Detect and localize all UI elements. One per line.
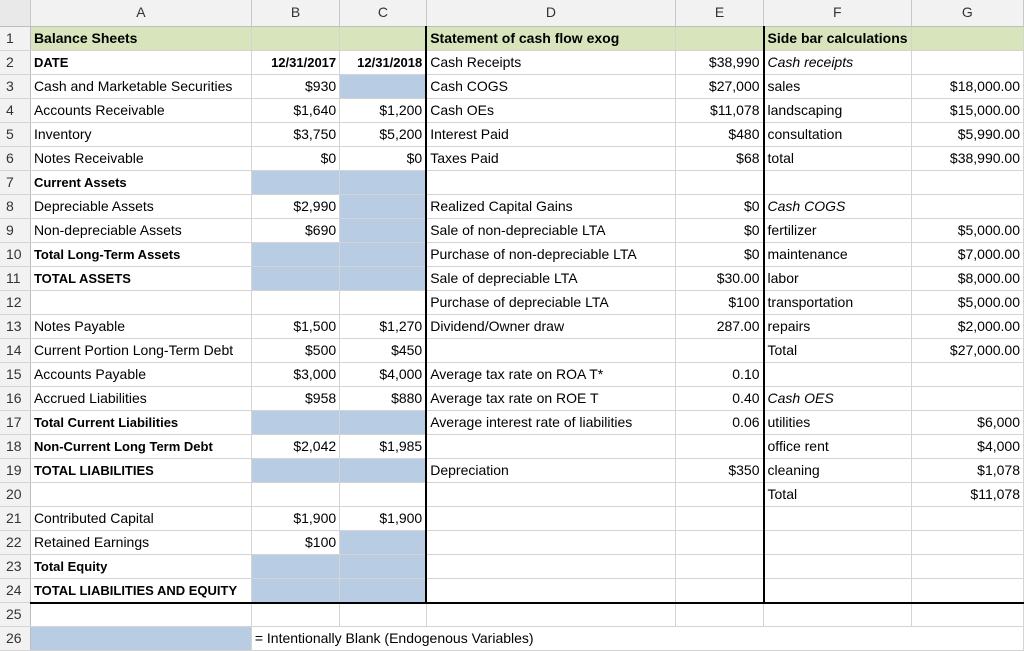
- spreadsheet-row: [0, 314, 1024, 338]
- cell-f[interactable]: fertilizer: [764, 218, 912, 242]
- cell-f[interactable]: Cash COGS: [764, 194, 912, 218]
- spreadsheet-row: [0, 170, 1024, 194]
- spreadsheet-row: [0, 98, 1024, 122]
- cell-c[interactable]: $5,200: [340, 122, 427, 146]
- spreadsheet-row: [0, 74, 1024, 98]
- column-header-d[interactable]: D: [426, 0, 675, 26]
- cell-d[interactable]: [426, 338, 675, 362]
- cell-f[interactable]: Side bar calculations: [764, 26, 912, 50]
- cell-a[interactable]: [30, 627, 251, 651]
- cell-g[interactable]: [911, 603, 1023, 627]
- cell-d[interactable]: Cash Receipts: [426, 50, 675, 74]
- row-header[interactable]: 19: [0, 458, 30, 482]
- cell-g[interactable]: $1,078: [911, 458, 1023, 482]
- cell-e[interactable]: [676, 26, 764, 50]
- spreadsheet-row: [0, 290, 1024, 314]
- cell-f[interactable]: consultation: [764, 122, 912, 146]
- cell-d[interactable]: [426, 554, 675, 578]
- spreadsheet-row: [0, 410, 1024, 434]
- row-header[interactable]: 4: [0, 98, 30, 122]
- cell-a[interactable]: DATE: [30, 50, 251, 74]
- cell-d[interactable]: Depreciation: [426, 458, 675, 482]
- cell-a[interactable]: [30, 482, 251, 506]
- cell-a[interactable]: Notes Payable: [30, 314, 251, 338]
- cell-f[interactable]: sales: [764, 74, 912, 98]
- row-header[interactable]: 8: [0, 194, 30, 218]
- column-header-g[interactable]: G: [911, 0, 1023, 26]
- cell-f[interactable]: [764, 554, 912, 578]
- cell-g[interactable]: $5,000.00: [911, 290, 1023, 314]
- row-header[interactable]: 24: [0, 578, 30, 603]
- cell-f[interactable]: transportation: [764, 290, 912, 314]
- spreadsheet-row: [0, 50, 1024, 74]
- cell-d[interactable]: Average interest rate of liabilities: [426, 410, 675, 434]
- spreadsheet-row: [0, 194, 1024, 218]
- cell-e[interactable]: 0.10: [676, 362, 764, 386]
- cell-b[interactable]: [251, 578, 339, 603]
- cell-a[interactable]: Current Portion Long-Term Debt: [30, 338, 251, 362]
- cell-d[interactable]: Interest Paid: [426, 122, 675, 146]
- cell-f[interactable]: total: [764, 146, 912, 170]
- cell-d[interactable]: [426, 578, 675, 603]
- cell-e[interactable]: $38,990: [676, 50, 764, 74]
- cell-b[interactable]: $3,750: [251, 122, 339, 146]
- cell-b[interactable]: [251, 170, 339, 194]
- cell-a[interactable]: Accounts Payable: [30, 362, 251, 386]
- cell-b[interactable]: [251, 242, 339, 266]
- cell-e[interactable]: $0: [676, 218, 764, 242]
- cell-c[interactable]: $1,200: [340, 98, 427, 122]
- cell-d[interactable]: Average tax rate on ROA T*: [426, 362, 675, 386]
- cell-b[interactable]: [251, 554, 339, 578]
- cell-f[interactable]: [764, 530, 912, 554]
- cell-c[interactable]: [340, 194, 427, 218]
- spreadsheet-row: [0, 530, 1024, 554]
- cell-d[interactable]: Cash COGS: [426, 74, 675, 98]
- row-header[interactable]: 22: [0, 530, 30, 554]
- cell-b[interactable]: $958: [251, 386, 339, 410]
- row-header[interactable]: 3: [0, 74, 30, 98]
- cell-c[interactable]: [340, 218, 427, 242]
- spreadsheet-row: [0, 218, 1024, 242]
- cell-g[interactable]: $8,000.00: [911, 266, 1023, 290]
- cell-d[interactable]: [426, 434, 675, 458]
- cell-b[interactable]: [251, 290, 339, 314]
- cell-a[interactable]: Total Long-Term Assets: [30, 242, 251, 266]
- cell-b[interactable]: $3,000: [251, 362, 339, 386]
- row-header[interactable]: 21: [0, 506, 30, 530]
- cell-c[interactable]: [340, 26, 427, 50]
- row-header[interactable]: 16: [0, 386, 30, 410]
- cell-e[interactable]: $0: [676, 242, 764, 266]
- cell-d[interactable]: [426, 530, 675, 554]
- cell-b[interactable]: $1,500: [251, 314, 339, 338]
- cell-g[interactable]: [911, 26, 1023, 50]
- cell-b[interactable]: $930: [251, 74, 339, 98]
- cell-b[interactable]: 12/31/2017: [251, 50, 339, 74]
- cell-c[interactable]: $4,000: [340, 362, 427, 386]
- cell-e[interactable]: [676, 506, 764, 530]
- legend-note[interactable]: = Intentionally Blank (Endogenous Variables): [251, 627, 1023, 651]
- row-header[interactable]: 11: [0, 266, 30, 290]
- cell-e[interactable]: [676, 554, 764, 578]
- cell-b[interactable]: [251, 26, 339, 50]
- spreadsheet-row: [0, 242, 1024, 266]
- cell-c[interactable]: 12/31/2018: [340, 50, 427, 74]
- cell-c[interactable]: [340, 530, 427, 554]
- row-header[interactable]: 17: [0, 410, 30, 434]
- cell-e[interactable]: $27,000: [676, 74, 764, 98]
- cell-c[interactable]: $1,270: [340, 314, 427, 338]
- cell-c[interactable]: [340, 170, 427, 194]
- cell-a[interactable]: Cash and Marketable Securities: [30, 74, 251, 98]
- spreadsheet-row: [0, 266, 1024, 290]
- row-header[interactable]: 25: [0, 603, 30, 627]
- cell-f[interactable]: Cash OES: [764, 386, 912, 410]
- cell-f[interactable]: [764, 603, 912, 627]
- column-header-a[interactable]: A: [30, 0, 251, 26]
- cell-f[interactable]: [764, 362, 912, 386]
- select-all-corner[interactable]: [0, 0, 30, 26]
- cell-d[interactable]: Average tax rate on ROE T: [426, 386, 675, 410]
- cell-g[interactable]: [911, 386, 1023, 410]
- cell-d[interactable]: Purchase of non-depreciable LTA: [426, 242, 675, 266]
- cell-a[interactable]: TOTAL LIABILITIES AND EQUITY: [30, 578, 251, 603]
- cell-g[interactable]: $5,990.00: [911, 122, 1023, 146]
- cell-a[interactable]: Total Current Liabilities: [30, 410, 251, 434]
- cell-a[interactable]: Balance Sheets: [30, 26, 251, 50]
- cell-g[interactable]: $27,000.00: [911, 338, 1023, 362]
- cell-e[interactable]: $350: [676, 458, 764, 482]
- cell-c[interactable]: [340, 482, 427, 506]
- spreadsheet-row: [0, 506, 1024, 530]
- cell-e[interactable]: 0.40: [676, 386, 764, 410]
- cell-a[interactable]: Accrued Liabilities: [30, 386, 251, 410]
- spreadsheet-row: [0, 26, 1024, 50]
- cell-f[interactable]: [764, 170, 912, 194]
- cell-b[interactable]: $0: [251, 146, 339, 170]
- cell-d[interactable]: Statement of cash flow exog: [426, 26, 675, 50]
- row-header[interactable]: 2: [0, 50, 30, 74]
- cell-d[interactable]: [426, 482, 675, 506]
- cell-e[interactable]: [676, 482, 764, 506]
- cell-b[interactable]: [251, 458, 339, 482]
- column-header-f[interactable]: F: [764, 0, 912, 26]
- cell-e[interactable]: [676, 578, 764, 603]
- cell-d[interactable]: Dividend/Owner draw: [426, 314, 675, 338]
- cell-a[interactable]: Accounts Receivable: [30, 98, 251, 122]
- cell-g[interactable]: $6,000: [911, 410, 1023, 434]
- cell-e[interactable]: [676, 530, 764, 554]
- spreadsheet-row: [0, 578, 1024, 603]
- row-header[interactable]: 7: [0, 170, 30, 194]
- cell-e[interactable]: $100: [676, 290, 764, 314]
- cell-f[interactable]: Total: [764, 482, 912, 506]
- cell-f[interactable]: landscaping: [764, 98, 912, 122]
- cell-c[interactable]: [340, 554, 427, 578]
- cell-e[interactable]: 0.06: [676, 410, 764, 434]
- row-header[interactable]: 12: [0, 290, 30, 314]
- column-header-c[interactable]: C: [340, 0, 427, 26]
- cell-f[interactable]: [764, 578, 912, 603]
- cell-c[interactable]: $880: [340, 386, 427, 410]
- cell-d[interactable]: Sale of depreciable LTA: [426, 266, 675, 290]
- cell-d[interactable]: [426, 170, 675, 194]
- row-header[interactable]: 6: [0, 146, 30, 170]
- row-header[interactable]: 23: [0, 554, 30, 578]
- row-header[interactable]: 20: [0, 482, 30, 506]
- spreadsheet-row: [0, 146, 1024, 170]
- row-header[interactable]: 1: [0, 26, 30, 50]
- cell-a[interactable]: Non-depreciable Assets: [30, 218, 251, 242]
- cell-c[interactable]: [340, 266, 427, 290]
- cell-d[interactable]: Realized Capital Gains: [426, 194, 675, 218]
- cell-f[interactable]: utilities: [764, 410, 912, 434]
- cell-g[interactable]: $2,000.00: [911, 314, 1023, 338]
- cell-b[interactable]: $100: [251, 530, 339, 554]
- cell-b[interactable]: [251, 482, 339, 506]
- cell-g[interactable]: [911, 194, 1023, 218]
- cell-b[interactable]: $1,640: [251, 98, 339, 122]
- cell-a[interactable]: Total Equity: [30, 554, 251, 578]
- cell-g[interactable]: $38,990.00: [911, 146, 1023, 170]
- spreadsheet-row: [0, 458, 1024, 482]
- cell-b[interactable]: $2,990: [251, 194, 339, 218]
- cell-a[interactable]: Contributed Capital: [30, 506, 251, 530]
- cell-d[interactable]: Taxes Paid: [426, 146, 675, 170]
- cell-f[interactable]: labor: [764, 266, 912, 290]
- cell-c[interactable]: [340, 290, 427, 314]
- cell-b[interactable]: $500: [251, 338, 339, 362]
- cell-c[interactable]: [340, 242, 427, 266]
- cell-e[interactable]: [676, 434, 764, 458]
- cell-c[interactable]: $1,985: [340, 434, 427, 458]
- cell-g[interactable]: $15,000.00: [911, 98, 1023, 122]
- cell-f[interactable]: Total: [764, 338, 912, 362]
- cell-d[interactable]: [426, 603, 675, 627]
- cell-b[interactable]: [251, 603, 339, 627]
- cell-g[interactable]: $18,000.00: [911, 74, 1023, 98]
- row-header[interactable]: 9: [0, 218, 30, 242]
- cell-d[interactable]: Cash OEs: [426, 98, 675, 122]
- cell-f[interactable]: office rent: [764, 434, 912, 458]
- cell-f[interactable]: Cash receipts: [764, 50, 912, 74]
- cell-e[interactable]: [676, 603, 764, 627]
- cell-g[interactable]: $11,078: [911, 482, 1023, 506]
- row-header[interactable]: 14: [0, 338, 30, 362]
- cell-g[interactable]: [911, 170, 1023, 194]
- cell-f[interactable]: maintenance: [764, 242, 912, 266]
- cell-b[interactable]: [251, 266, 339, 290]
- cell-d[interactable]: Sale of non-depreciable LTA: [426, 218, 675, 242]
- spreadsheet-row: [0, 338, 1024, 362]
- cell-c[interactable]: [340, 74, 427, 98]
- spreadsheet-row: [0, 603, 1024, 627]
- cell-a[interactable]: [30, 290, 251, 314]
- cell-c[interactable]: $450: [340, 338, 427, 362]
- row-header[interactable]: 18: [0, 434, 30, 458]
- cell-c[interactable]: $0: [340, 146, 427, 170]
- cell-e[interactable]: $11,078: [676, 98, 764, 122]
- cell-e[interactable]: [676, 338, 764, 362]
- cell-b[interactable]: $1,900: [251, 506, 339, 530]
- cell-g[interactable]: [911, 530, 1023, 554]
- spreadsheet-row: [0, 362, 1024, 386]
- cell-c[interactable]: [340, 410, 427, 434]
- column-header-row: [0, 0, 1024, 26]
- cell-c[interactable]: [340, 603, 427, 627]
- row-header[interactable]: 13: [0, 314, 30, 338]
- row-header[interactable]: 15: [0, 362, 30, 386]
- row-header[interactable]: 10: [0, 242, 30, 266]
- cell-g[interactable]: [911, 50, 1023, 74]
- cell-c[interactable]: [340, 578, 427, 603]
- cell-g[interactable]: [911, 554, 1023, 578]
- spreadsheet-row: [0, 122, 1024, 146]
- cell-e[interactable]: 287.00: [676, 314, 764, 338]
- cell-g[interactable]: [911, 578, 1023, 603]
- cell-e[interactable]: $0: [676, 194, 764, 218]
- cell-d[interactable]: Purchase of depreciable LTA: [426, 290, 675, 314]
- cell-a[interactable]: Depreciable Assets: [30, 194, 251, 218]
- row-header[interactable]: 26: [0, 627, 30, 651]
- cell-g[interactable]: $5,000.00: [911, 218, 1023, 242]
- cell-e[interactable]: [676, 170, 764, 194]
- spreadsheet-row: [0, 434, 1024, 458]
- column-header-b[interactable]: B: [251, 0, 339, 26]
- cell-e[interactable]: $68: [676, 146, 764, 170]
- spreadsheet-row: [0, 554, 1024, 578]
- row-header[interactable]: 5: [0, 122, 30, 146]
- cell-g[interactable]: [911, 362, 1023, 386]
- cell-e[interactable]: $30.00: [676, 266, 764, 290]
- spreadsheet-row: [0, 482, 1024, 506]
- cell-a[interactable]: Inventory: [30, 122, 251, 146]
- cell-a[interactable]: Retained Earnings: [30, 530, 251, 554]
- cell-c[interactable]: [340, 458, 427, 482]
- column-header-e[interactable]: E: [676, 0, 764, 26]
- cell-g[interactable]: [911, 506, 1023, 530]
- cell-f[interactable]: repairs: [764, 314, 912, 338]
- cell-g[interactable]: $4,000: [911, 434, 1023, 458]
- spreadsheet-row: [0, 386, 1024, 410]
- cell-a[interactable]: Current Assets: [30, 170, 251, 194]
- cell-a[interactable]: [30, 603, 251, 627]
- cell-a[interactable]: TOTAL ASSETS: [30, 266, 251, 290]
- cell-e[interactable]: $480: [676, 122, 764, 146]
- cell-f[interactable]: cleaning: [764, 458, 912, 482]
- cell-a[interactable]: TOTAL LIABILITIES: [30, 458, 251, 482]
- cell-b[interactable]: $690: [251, 218, 339, 242]
- cell-c[interactable]: $1,900: [340, 506, 427, 530]
- cell-b[interactable]: $2,042: [251, 434, 339, 458]
- cell-a[interactable]: Notes Receivable: [30, 146, 251, 170]
- cell-b[interactable]: [251, 410, 339, 434]
- cell-g[interactable]: $7,000.00: [911, 242, 1023, 266]
- cell-d[interactable]: [426, 506, 675, 530]
- cell-f[interactable]: [764, 506, 912, 530]
- cell-a[interactable]: Non-Current Long Term Debt: [30, 434, 251, 458]
- spreadsheet-row: [0, 627, 1024, 651]
